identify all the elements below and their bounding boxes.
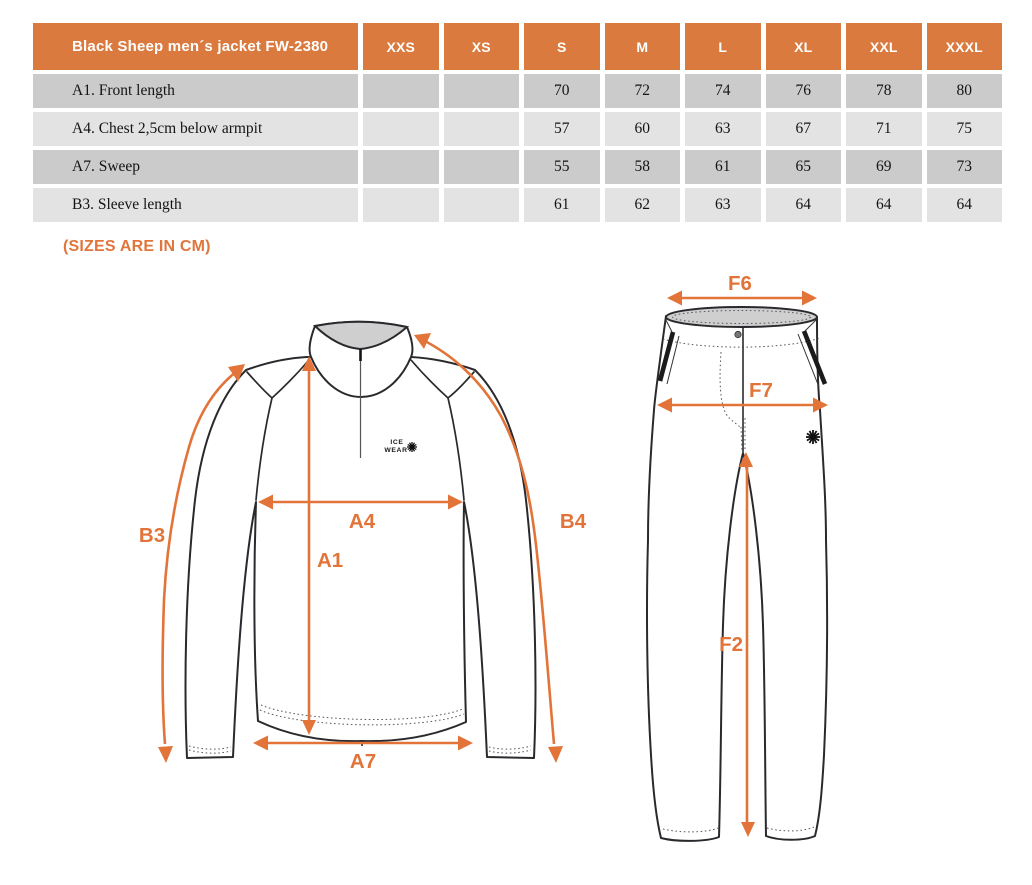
table-cell: 70 [524,74,600,108]
logo-text-ice: ICE [390,439,404,446]
logo-text-wear: WEAR [384,447,408,454]
table-cell: 74 [685,74,761,108]
table-cell: 76 [766,74,842,108]
row-label-sleeve-length: B3. Sleeve length [33,188,358,222]
table-cell [444,150,520,184]
table-cell: 63 [685,112,761,146]
column-header-s: S [524,23,600,70]
row-label-chest: A4. Chest 2,5cm below armpit [33,112,358,146]
table-cell: 64 [846,188,922,222]
measurement-label-f7: F7 [749,379,773,402]
pants-outline [647,316,827,841]
table-cell: 58 [605,150,681,184]
table-cell [363,74,439,108]
column-header-xs: XS [444,23,520,70]
table-cell: 71 [846,112,922,146]
table-cell [363,112,439,146]
table-cell [444,188,520,222]
table-cell: 64 [766,188,842,222]
sizes-in-cm-note: (SIZES ARE IN CM) [63,238,211,255]
table-cell: 61 [685,150,761,184]
table-title: Black Sheep men´s jacket FW-2380 [33,23,358,70]
measurement-label-f2: F2 [719,633,743,656]
column-header-xxs: XXS [363,23,439,70]
pants-waist-opening [666,307,817,327]
size-table [33,23,1002,222]
table-cell: 62 [605,188,681,222]
row-label-sweep: A7. Sweep [33,150,358,184]
table-cell: 64 [927,188,1003,222]
table-cell [444,74,520,108]
pants-button [735,331,741,337]
column-header-xxl: XXL [846,23,922,70]
table-cell: 57 [524,112,600,146]
table-cell: 60 [605,112,681,146]
column-header-m: M [605,23,681,70]
measurement-label-b3: B3 [138,524,166,547]
measurement-label-f6: F6 [728,272,752,295]
table-cell: 55 [524,150,600,184]
table-cell: 63 [685,188,761,222]
table-cell [444,112,520,146]
measurement-label-b4: B4 [559,510,587,533]
table-cell: 72 [605,74,681,108]
table-cell: 75 [927,112,1003,146]
table-cell [363,150,439,184]
pants-drawing [647,272,828,841]
table-cell: 67 [766,112,842,146]
measurement-label-a7: A7 [349,750,377,773]
measure-arrow-f6 [667,272,817,306]
column-header-xl: XL [766,23,842,70]
table-cell: 65 [766,150,842,184]
table-cell: 80 [927,74,1003,108]
table-cell: 78 [846,74,922,108]
table-cell: 73 [927,150,1003,184]
size-guide-diagram [0,270,1032,885]
table-cell [363,188,439,222]
table-cell: 61 [524,188,600,222]
row-label-front-length: A1. Front length [33,74,358,108]
measurement-label-a1: A1 [317,549,344,572]
measurement-label-a4: A4 [348,510,376,533]
jacket-drawing [139,322,587,773]
table-cell: 69 [846,150,922,184]
column-header-l: L [685,23,761,70]
column-header-xxxl: XXXL [927,23,1003,70]
